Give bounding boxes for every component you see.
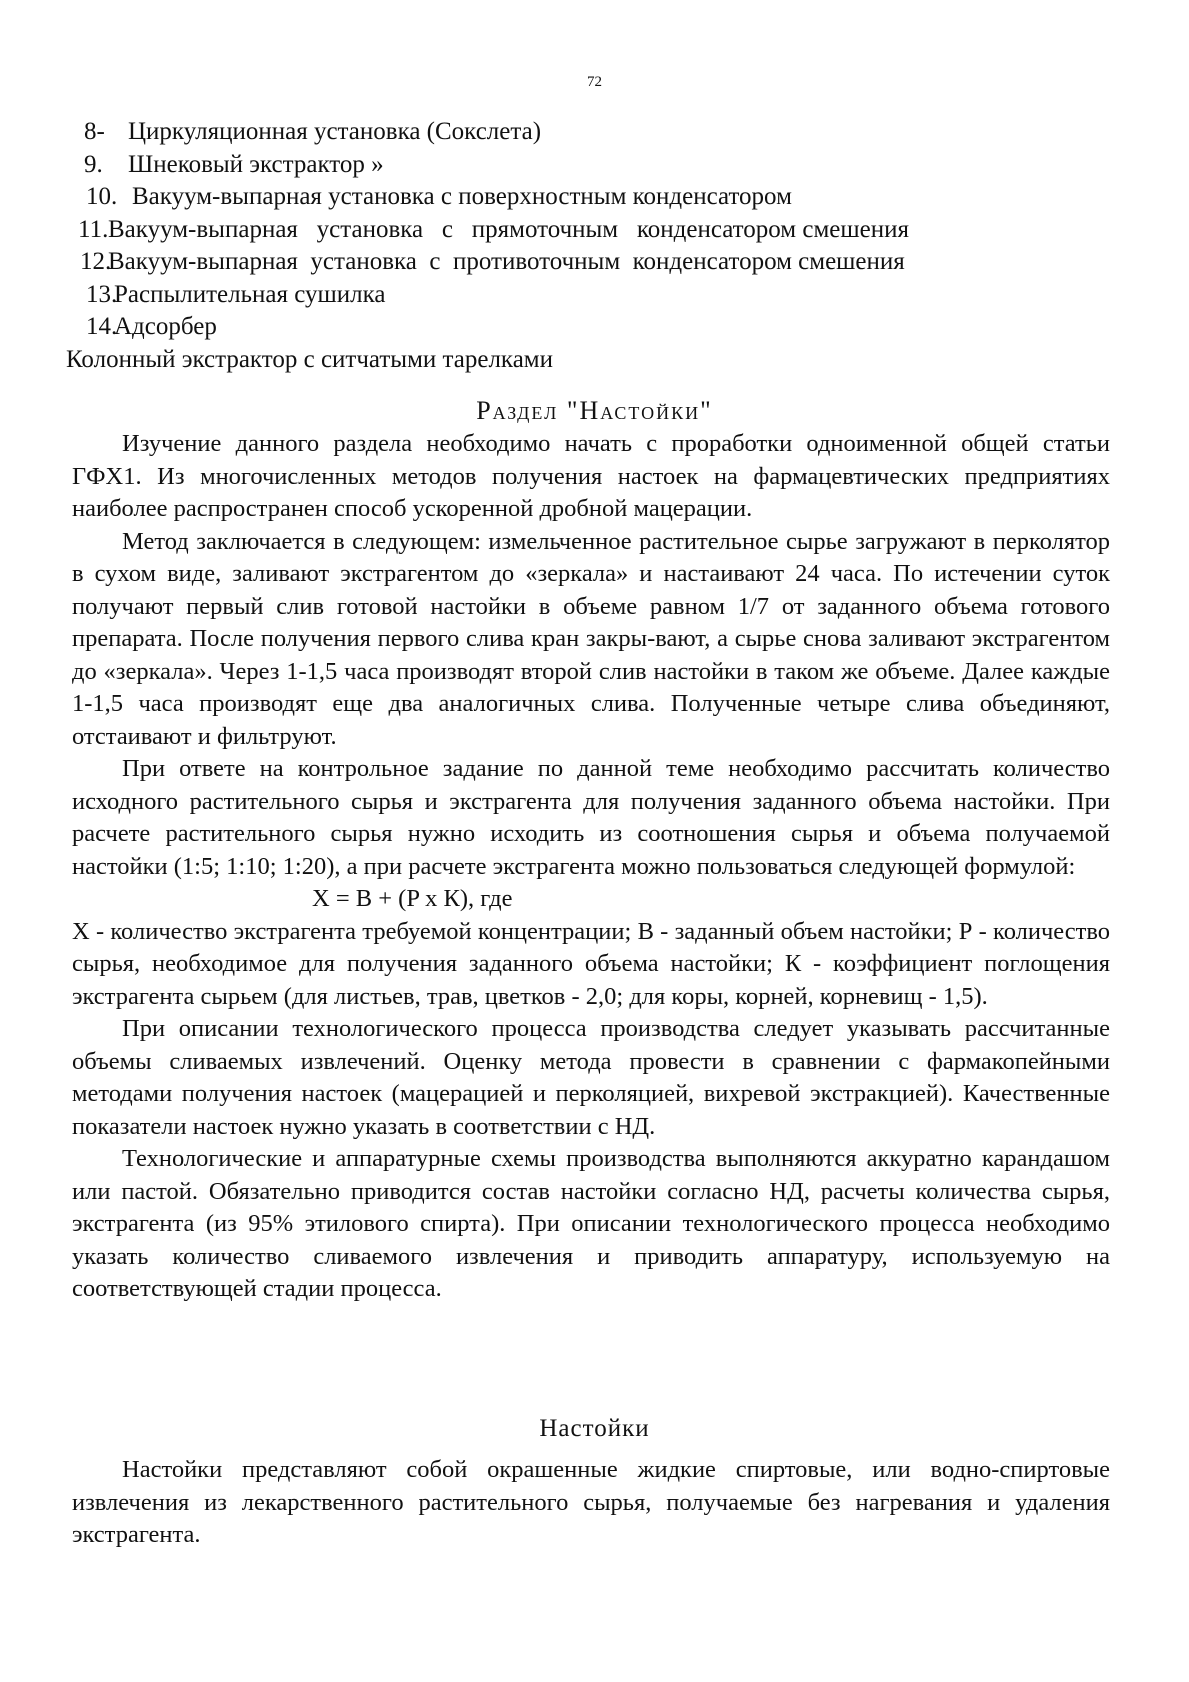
section-heading: Настойки: [539, 1415, 650, 1442]
list-item-number: 9.: [84, 150, 103, 178]
list-item-text: Вакуум-выпарная установка с прямоточным конденсатором смешения: [108, 215, 909, 243]
list-item: [66, 344, 1132, 377]
list-item: [72, 246, 1132, 279]
list-item-text: Вакуум-выпарная установка с противоточным конденсатором смешения: [108, 248, 905, 275]
list-item: [72, 116, 1132, 149]
section-body: [72, 428, 1110, 1306]
page-number: 72: [587, 74, 602, 90]
paragraph: При ответе на контрольное задание по данной теме необходимо рассчитать количество исходного растительного сырья и экстрагента для получения заданного объема настойки. При расчете растительного сырья нужно исходить из соотношения сырья и объема получаемой настойки (1:5; 1:10; 1:20), а при расчете экстрагента можно пользоваться следующей формулой:: [72, 755, 1110, 880]
equipment-list: [66, 116, 1132, 376]
list-item-text: Шнековый экстрактор »: [128, 150, 384, 178]
list-item: [72, 214, 1132, 247]
paragraph: Метод заключается в следующем: измельченное растительное сырье загружают в перколятор в сухом виде, заливают экстрагентом до «зеркала» и настаивают 24 часа. По истечении суток получают первый слив готовой настойки в объеме равном 1/7 от заданного объема готового препарата. После получения первого слива кран закры-вают, а сырье снова заливают экстрагентом до «зеркала». Через 1-1,5 часа производят второй слив настойки в таком же объеме. Далее каждые 1-1,5 часа производят еще два аналогичных слива. Полученные четыре слива объединяют, отстаивают и фильтруют.: [72, 527, 1110, 750]
list-item-number: 13.: [86, 280, 118, 308]
list-item-number: 14.: [86, 313, 118, 340]
list-item-text: Адсорбер: [114, 313, 217, 340]
list-item: [72, 311, 1132, 344]
list-item-number: 11.: [78, 215, 109, 243]
list-item-number: 10.: [86, 183, 118, 210]
formula: X = B + (P х К), где: [312, 885, 513, 912]
paragraph: Изучение данного раздела необходимо начать с проработки одноименной общей статьи ГФХ1. Из многочисленных методов получения настоек на фармацевтических предприятиях наиболее распространен способ ускоренной дробной мацерации.: [72, 430, 1110, 522]
list-item-text: Циркуляционная установка (Сокслета): [128, 118, 542, 145]
list-item-text: Колонный экстрактор с ситчатыми тарелками: [66, 345, 553, 373]
section-heading: Раздел "Настойки": [476, 396, 713, 425]
list-item: [72, 181, 1132, 214]
list-item: [72, 149, 1132, 182]
paragraph: Технологические и аппаратурные схемы производства выполняются аккуратно карандашом или пастой. Обязательно приводится состав настойки согласно НД, расчеты количества сырья, экстрагента (из 95% этилового спирта). При описании технологического процесса необходимо указать количество сливаемого извлечения и приводить аппаратуру, используемую на соответствующей стадии процесса.: [72, 1145, 1110, 1302]
list-item-number: 8-: [84, 118, 105, 145]
formula-explanation: X - количество экстрагента требуемой концентрации; В - заданный объем настойки; Р - количество сырья, необходимое для получения заданного объема настойки; К - коэффициент поглощения экстрагента сырьем (для листьев, трав, цветков - 2,0; для коры, корней, корневищ - 1,5).: [72, 917, 1110, 1010]
list-item-text: Вакуум-выпарная установка с поверхностным конденсатором: [132, 183, 792, 210]
paragraph: Настойки представляют собой окрашенные жидкие спиртовые, или водно-спиртовые извлечения из лекарственного растительного сырья, получаемые без нагревания и удаления экстрагента.: [72, 1456, 1110, 1548]
section-body: [72, 1454, 1110, 1552]
list-item-number: 12.: [80, 248, 112, 275]
list-item-text: Распылительная сушилка: [114, 280, 386, 308]
list-item: [72, 279, 1132, 312]
paragraph: При описании технологического процесса производства следует указывать рассчитанные объемы сливаемых извлечений. Оценку метода провести в сравнении с фармакопейными методами получения настоек (мацерацией и перколяцией, вихревой экстракцией). Качественные показатели настоек нужно указать в соответствии с НД.: [72, 1015, 1110, 1140]
